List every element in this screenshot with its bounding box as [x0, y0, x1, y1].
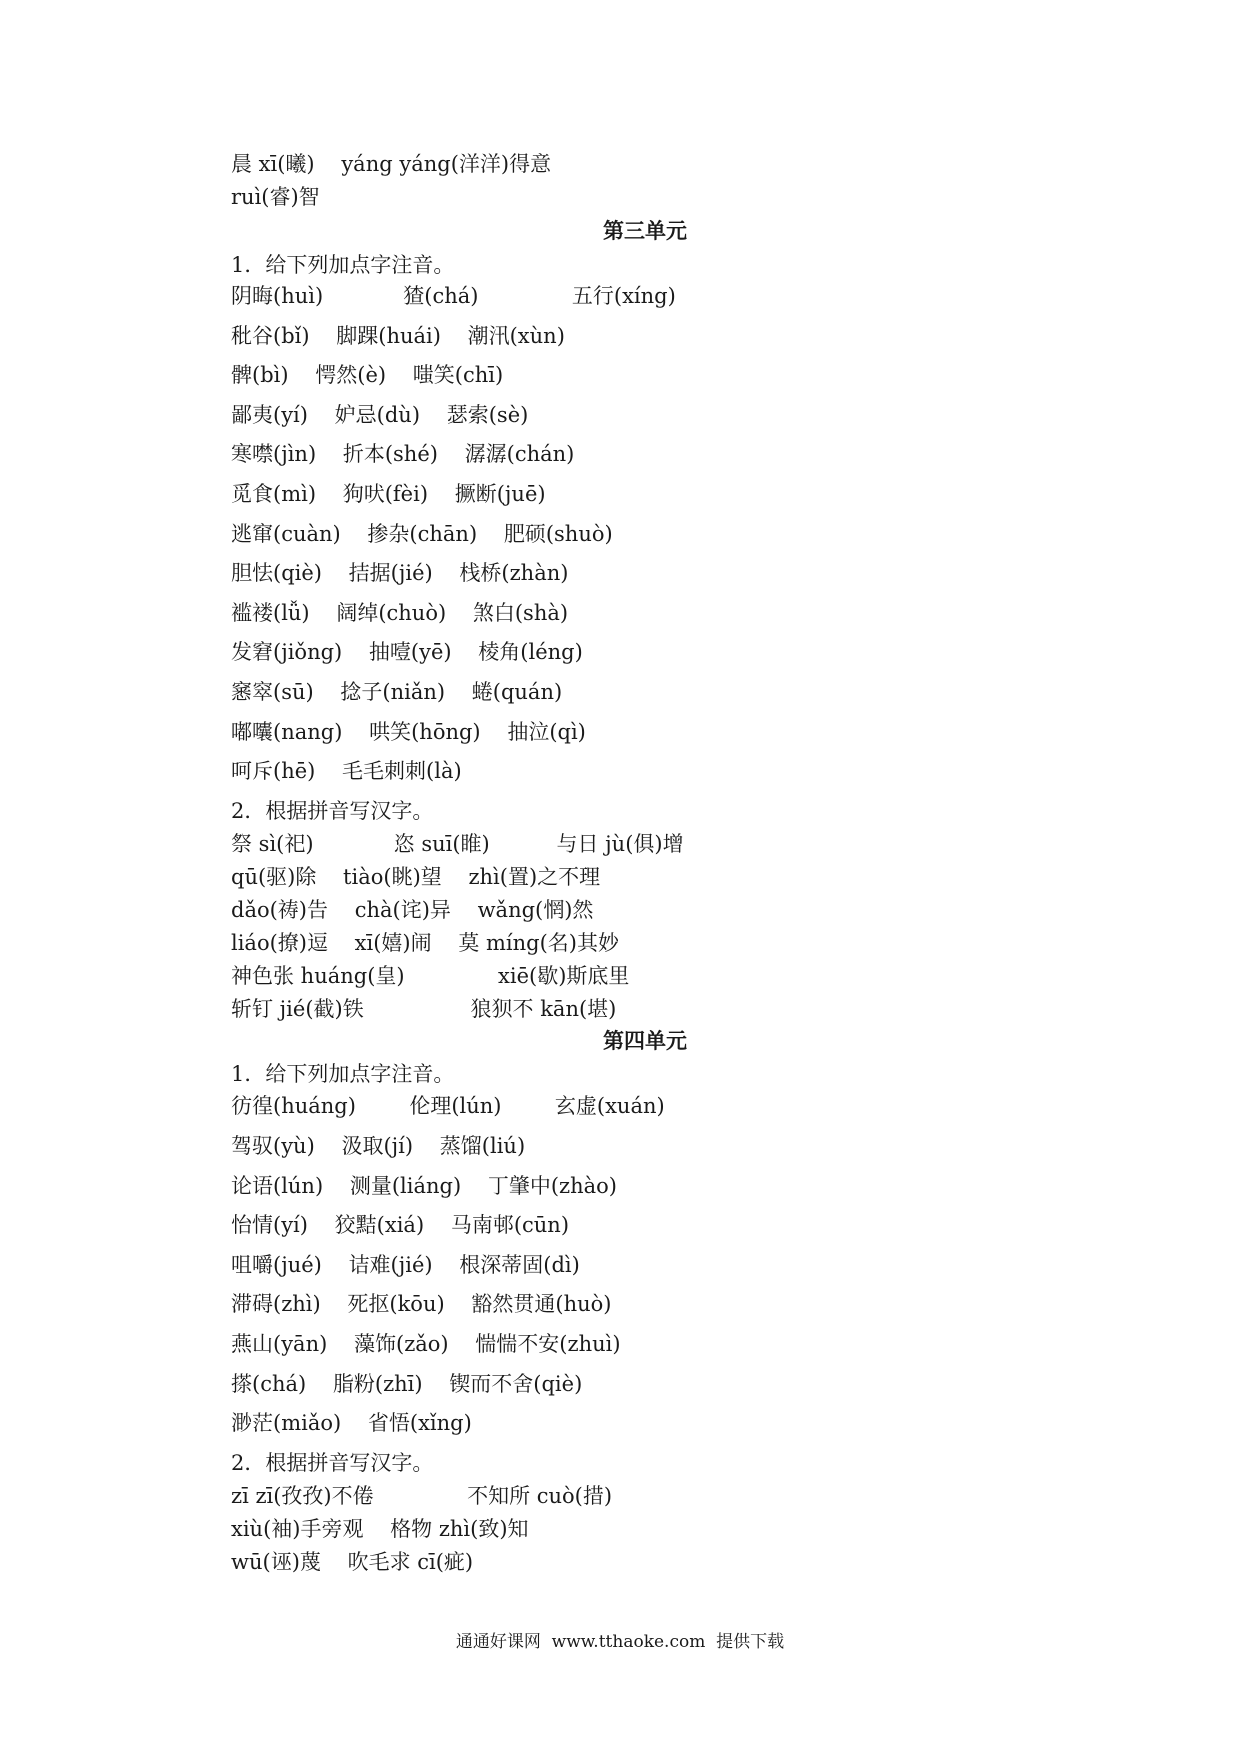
- unit3-q2-line: 神色张 huáng(皇) xiē(歇)斯底里: [231, 964, 630, 988]
- unit4-q2-line: xiù(袖)手旁观 格物 zhì(致)知: [231, 1517, 529, 1541]
- unit4-q1-title: 1．给下列加点字注音。: [231, 1062, 455, 1086]
- unit3-q1-line: 秕谷(bǐ) 脚踝(huái) 潮汛(xùn): [231, 324, 565, 348]
- continuation-line-1: 晨 xī(曦) yáng yáng(洋洋)得意: [231, 152, 552, 176]
- unit3-q2-line: qū(驱)除 tiào(眺)望 zhì(置)之不理: [231, 865, 601, 889]
- continuation-line-2: ruì(睿)智: [231, 185, 320, 209]
- unit3-q1-line: 呵斥(hē) 毛毛刺刺(là): [231, 759, 462, 783]
- unit4-q1-line: 咀嚼(jué) 诘难(jié) 根深蒂固(dì): [231, 1253, 580, 1277]
- unit4-q2-line: wū(诬)蔑 吹毛求 cī(疵): [231, 1550, 474, 1574]
- unit4-q1-line: 驾驭(yù) 汲取(jí) 蒸馏(liú): [231, 1134, 526, 1158]
- unit4-q1-line: 论语(lún) 测量(liáng) 丁肇中(zhào): [231, 1174, 617, 1198]
- unit4-q1-line: 彷徨(huáng) 伦理(lún) 玄虚(xuán): [231, 1094, 665, 1118]
- page-footer: 通通好课网 www.tthaoke.com 提供下载: [455, 1632, 785, 1652]
- unit3-q1-line: 阴晦(huì) 猹(chá) 五行(xíng): [231, 284, 676, 308]
- unit3-q1-line: 寒噤(jìn) 折本(shé) 潺潺(chán): [231, 442, 575, 466]
- unit3-q1-line: 觅食(mì) 狗吠(fèi) 撅断(juē): [231, 482, 546, 506]
- unit3-q1-line: 发窘(jiǒng) 抽噎(yē) 棱角(léng): [231, 640, 583, 664]
- unit4-q1-line: 怡情(yí) 狡黠(xiá) 马南邨(cūn): [231, 1213, 570, 1237]
- unit3-q1-line: 髀(bì) 愕然(è) 嗤笑(chī): [231, 363, 504, 387]
- unit4-q1-line: 搽(chá) 脂粉(zhī) 锲而不舍(qiè): [231, 1372, 583, 1396]
- unit4-q2-line: zī zī(孜孜)不倦 不知所 cuò(措): [231, 1484, 613, 1508]
- unit3-q2-line: liáo(撩)逗 xī(嬉)闹 莫 míng(名)其妙: [231, 931, 619, 955]
- unit3-q1-line: 逃窜(cuàn) 掺杂(chān) 肥硕(shuò): [231, 522, 613, 546]
- unit4-heading: 第四单元: [603, 1028, 687, 1053]
- unit3-q1-line: 嘟囔(nang) 哄笑(hōng) 抽泣(qì): [231, 720, 586, 744]
- unit4-q1-line: 燕山(yān) 藻饰(zǎo) 惴惴不安(zhuì): [231, 1332, 621, 1356]
- unit4-q2-title: 2．根据拼音写汉字。: [231, 1451, 434, 1475]
- unit3-q1-title: 1．给下列加点字注音。: [231, 253, 455, 277]
- unit3-q2-line: 祭 sì(祀) 恣 suī(睢) 与日 jù(俱)增: [231, 832, 684, 856]
- unit4-q1-line: 渺茫(miǎo) 省悟(xǐng): [231, 1411, 472, 1435]
- unit4-q1-line: 滞碍(zhì) 死抠(kōu) 豁然贯通(huò): [231, 1292, 612, 1316]
- unit3-q2-title: 2．根据拼音写汉字。: [231, 799, 434, 823]
- unit3-q1-line: 窸窣(sū) 捻子(niǎn) 蜷(quán): [231, 680, 563, 704]
- unit3-q2-line: 斩钉 jié(截)铁 狼狈不 kān(堪): [231, 997, 617, 1021]
- unit3-q1-line: 胆怯(qiè) 拮据(jié) 栈桥(zhàn): [231, 561, 569, 585]
- unit3-heading: 第三单元: [603, 218, 687, 243]
- unit3-q1-line: 褴褛(lǚ) 阔绰(chuò) 煞白(shà): [231, 601, 569, 625]
- unit3-q1-line: 鄙夷(yí) 妒忌(dù) 瑟索(sè): [231, 403, 529, 427]
- unit3-q2-line: dǎo(祷)告 chà(诧)异 wǎng(惘)然: [231, 898, 594, 922]
